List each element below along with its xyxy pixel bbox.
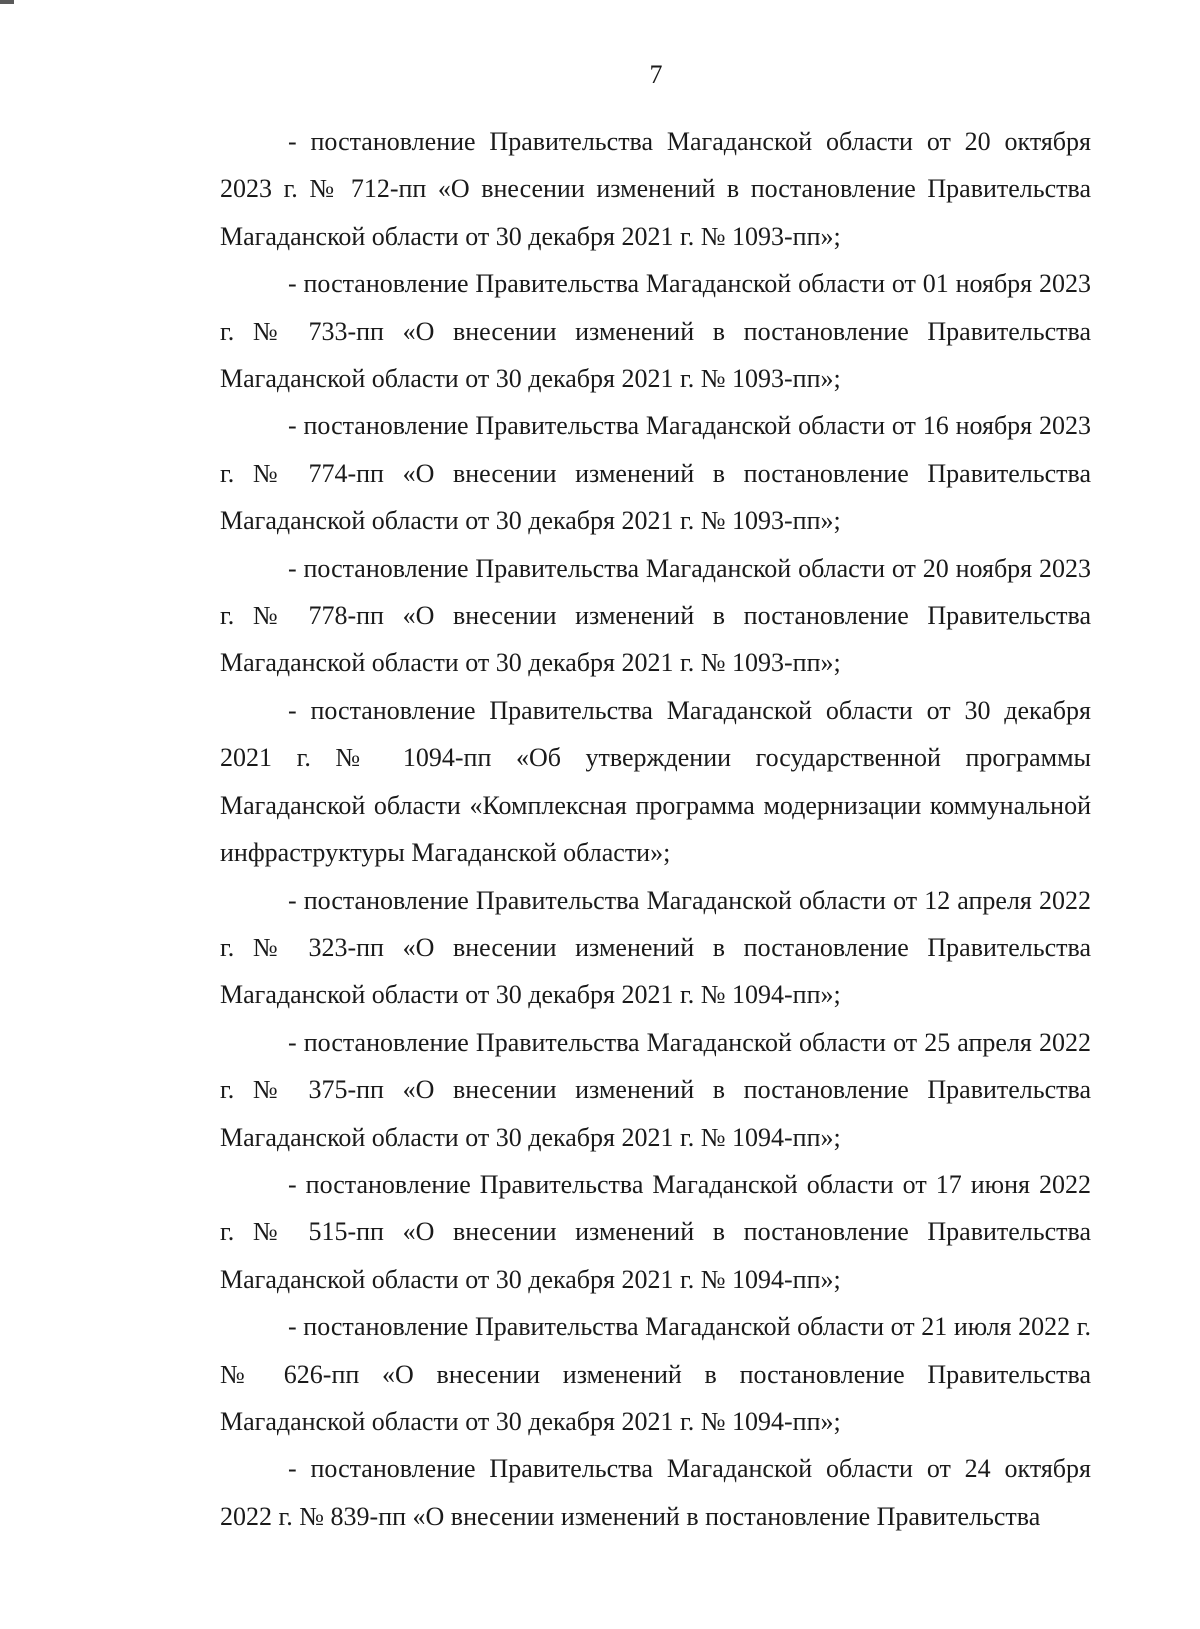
list-item: - постановление Правительства Магаданской области от 17 июня 2022 г. № 515-пп «О внесении изменений в постановление Правительства Магаданской области от 30 декабря 2021 г. № 1094-пп»; bbox=[220, 1169, 1091, 1294]
list-item: - постановление Правительства Магаданской области от 16 ноября 2023 г. № 774-пп «О внесении изменений в постановление Правительства Магаданской области от 30 декабря 2021 г. № 1093-пп»; bbox=[220, 411, 1091, 536]
list-item: - постановление Правительства Магаданской области от 24 октября 2022 г. № 839-пп «О внесении изменений в постановление Правительства bbox=[220, 1454, 1091, 1531]
page-number: 7 bbox=[649, 60, 663, 89]
scan-edge-mark bbox=[0, 0, 14, 4]
list-item: - постановление Правительства Магаданской области от 21 июля 2022 г. № 626-пп «О внесении изменений в постановление Правительства Магаданской области от 30 декабря 2021 г. № 1094-пп»; bbox=[220, 1312, 1091, 1436]
list-item: - постановление Правительства Магаданской области от 25 апреля 2022 г. № 375-пп «О внесении изменений в постановление Правительства Магаданской области от 30 декабря 2021 г. № 1094-пп»; bbox=[220, 1027, 1091, 1152]
list-item: - постановление Правительства Магаданской области от 12 апреля 2022 г. № 323-пп «О внесении изменений в постановление Правительства Магаданской области от 30 декабря 2021 г. № 1094-пп»; bbox=[220, 885, 1091, 1010]
document-body bbox=[220, 118, 1091, 1540]
list-item: - постановление Правительства Магаданской области от 20 ноября 2023 г. № 778-пп «О внесении изменений в постановление Правительства Магаданской области от 30 декабря 2021 г. № 1093-пп»; bbox=[220, 553, 1091, 678]
list-item: - постановление Правительства Магаданской области от 01 ноября 2023 г. № 733-пп «О внесении изменений в постановление Правительства Магаданской области от 30 декабря 2021 г. № 1093-пп»; bbox=[220, 269, 1091, 394]
list-item: - постановление Правительства Магаданской области от 20 октября 2023 г. № 712-пп «О внесении изменений в постановление Правительства Магаданской области от 30 декабря 2021 г. № 1093-пп»; bbox=[220, 127, 1091, 251]
list-item: - постановление Правительства Магаданской области от 30 декабря 2021 г. № 1094-пп «Об утверждении государственной программы Магаданской области «Комплексная программа модернизации коммунальной инфраструктуры Магаданской области»; bbox=[220, 695, 1091, 868]
